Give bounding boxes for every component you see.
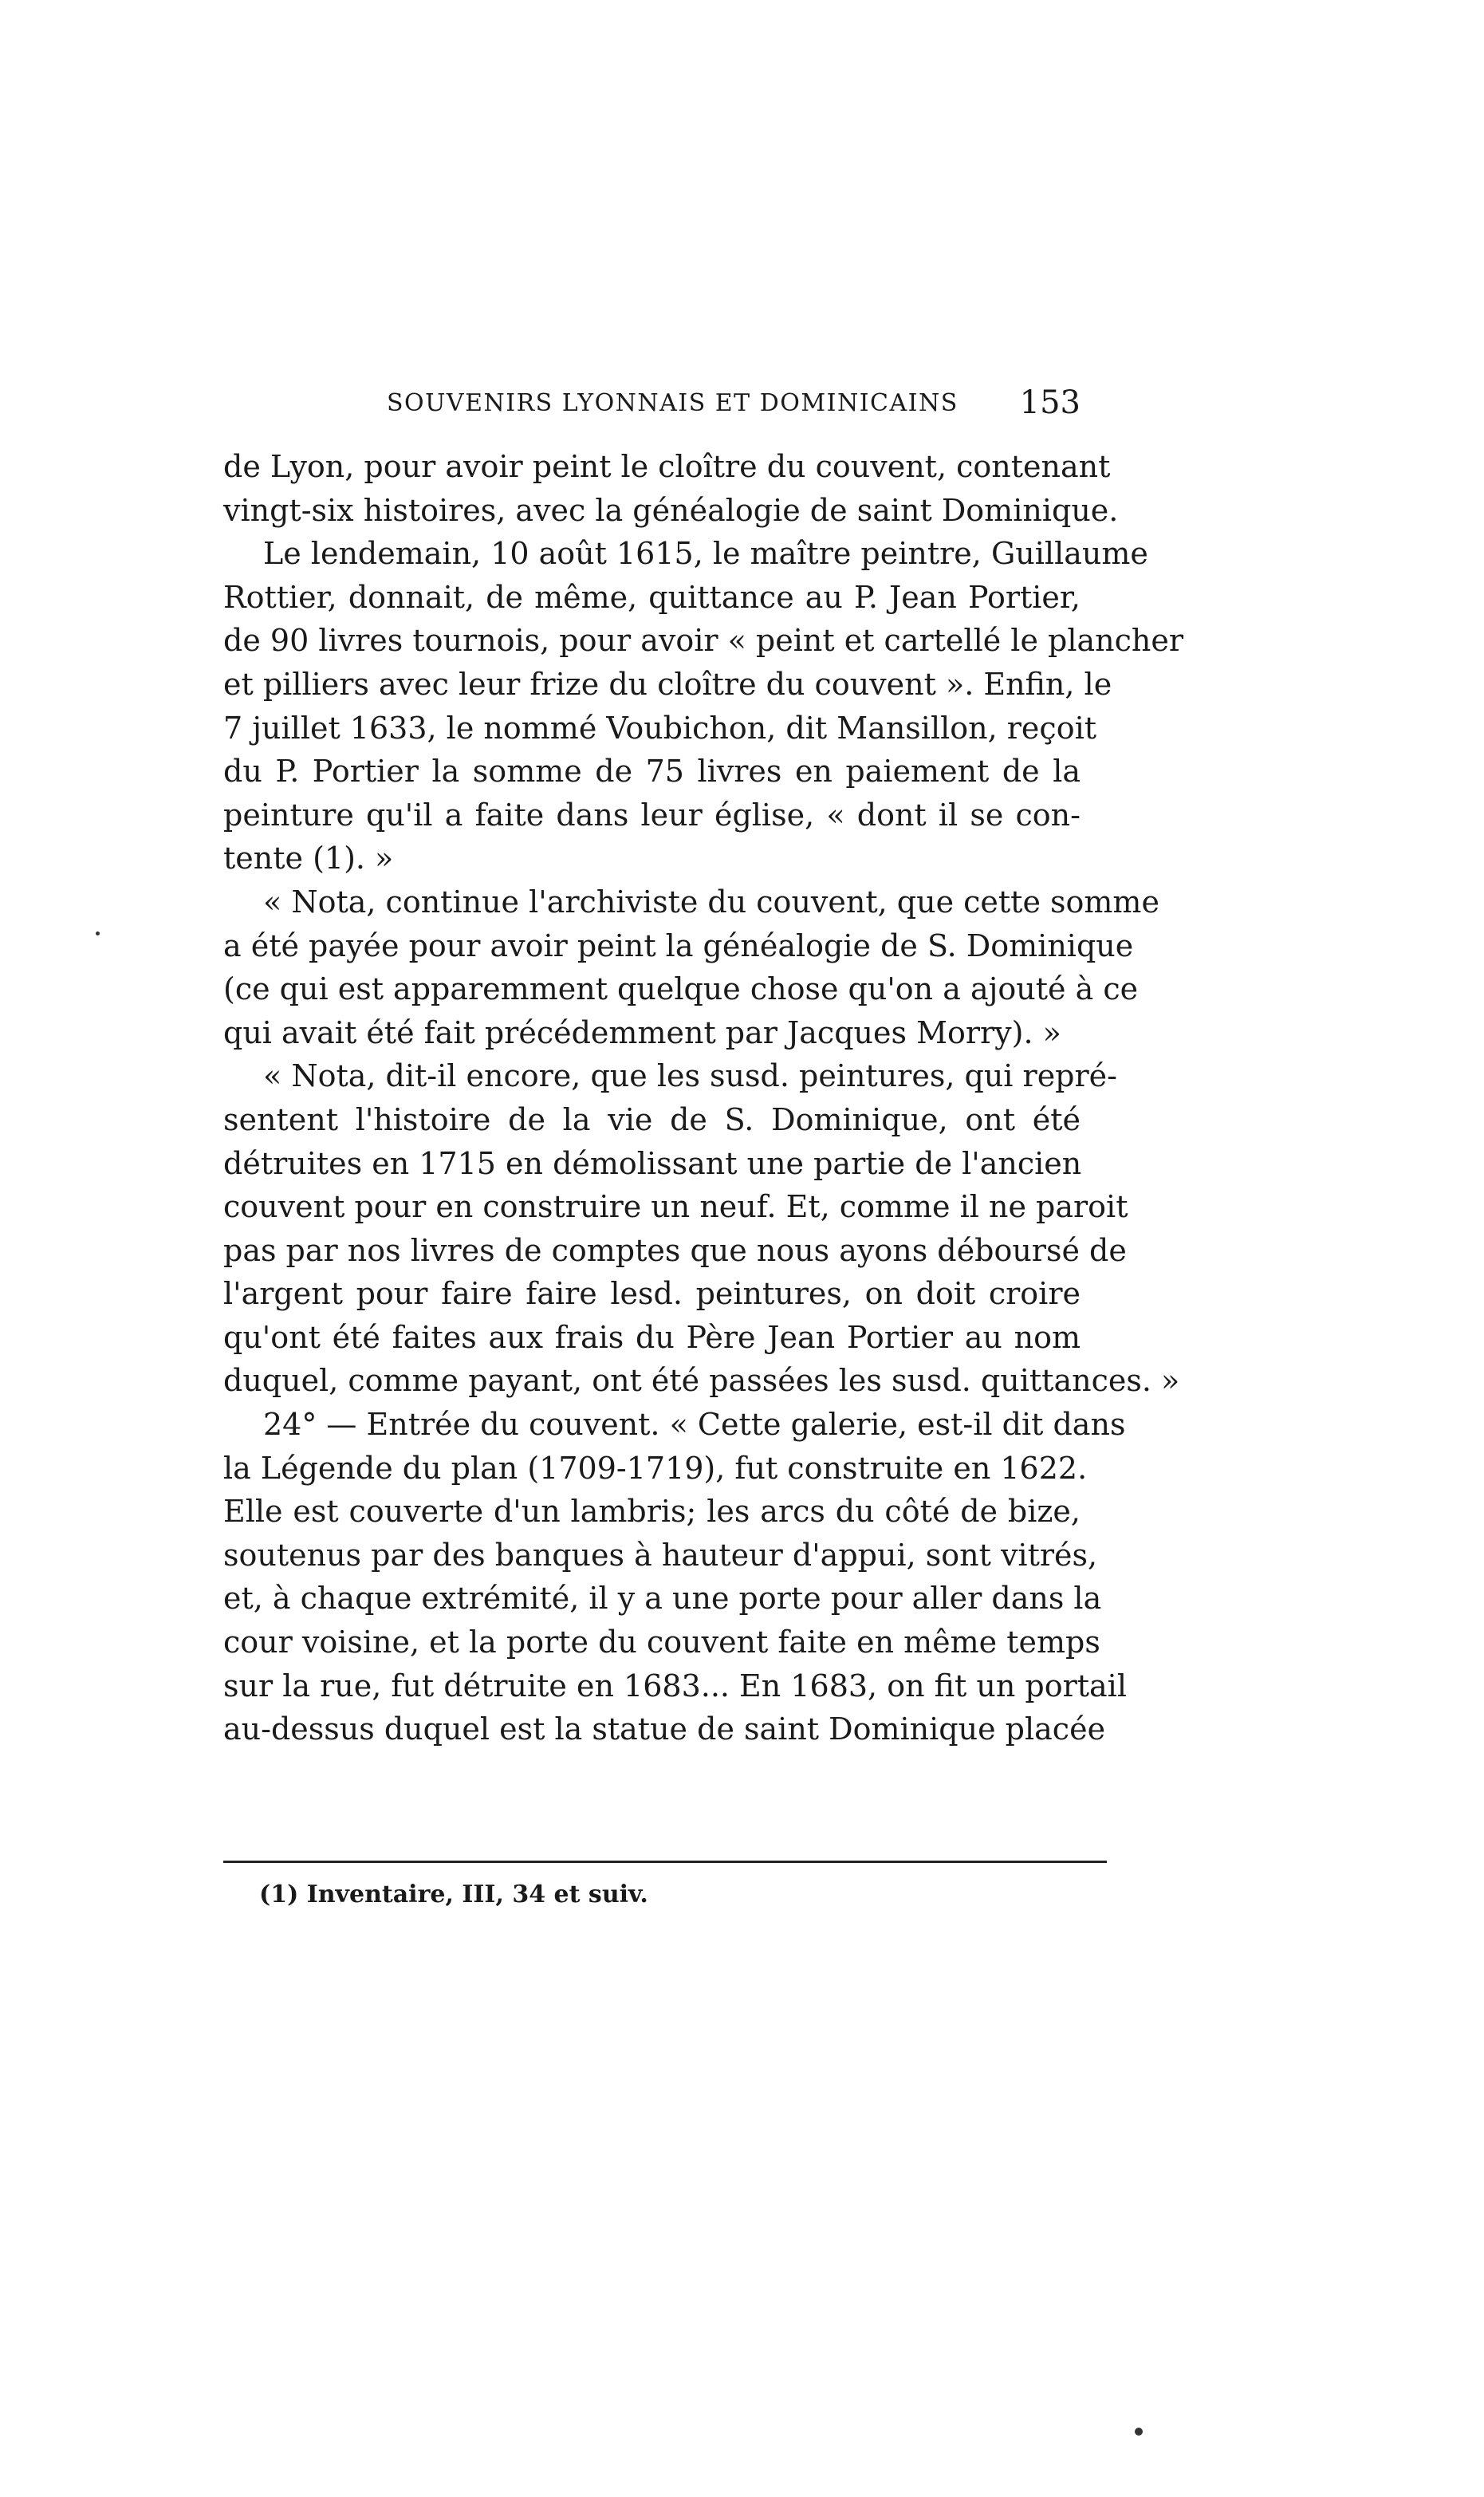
text-line: sentent l'histoire de la vie de S. Dominique, ont été xyxy=(223,1101,1081,1137)
text-line: Rottier, donnait, de même, quittance au P. Jean Portier, xyxy=(223,579,1081,615)
footnote-rule xyxy=(223,1861,1107,1863)
running-head: SOUVENIRS LYONNAIS ET DOMINICAINS xyxy=(387,389,958,417)
text-line: Elle est couverte d'un lambris; les arcs du côté de bize, xyxy=(223,1494,1081,1530)
ink-speck xyxy=(96,931,100,935)
text-line: soutenus par des banques à hauteur d'appui, sont vitrés, xyxy=(223,1537,1098,1573)
text-line: a été payée pour avoir peint la généalogie de S. Dominique xyxy=(223,928,1134,963)
text-line: et, à chaque extrémité, il y a une porte pour aller dans la xyxy=(223,1581,1102,1617)
text-line: « Nota, dit-il encore, que les susd. peintures, qui repré- xyxy=(263,1058,1117,1094)
text-line: vingt-six histoires, avec la généalogie de saint Dominique. xyxy=(223,492,1119,528)
page-header xyxy=(223,384,1081,437)
text-line: de 90 livres tournois, pour avoir « peint et cartellé le plancher xyxy=(223,623,1184,659)
footnote: (1) Inventaire, III, 34 et suiv. xyxy=(259,1881,648,1908)
page-number: 153 xyxy=(1019,384,1081,421)
text-line: sur la rue, fut détruite en 1683... En 1683, on fit un portail xyxy=(223,1668,1127,1703)
text-line: 24° — Entrée du couvent. « Cette galerie, est-il dit dans xyxy=(263,1407,1126,1443)
text-line: couvent pour en construire un neuf. Et, comme il ne paroit xyxy=(223,1189,1128,1225)
text-line: et pilliers avec leur frize du cloître du couvent ». Enfin, le xyxy=(223,666,1112,702)
text-line: cour voisine, et la porte du couvent faite en même temps xyxy=(223,1625,1100,1660)
text-line: détruites en 1715 en démolissant une partie de l'ancien xyxy=(223,1145,1082,1181)
text-line: tente (1). » xyxy=(223,841,394,876)
text-line: pas par nos livres de comptes que nous ayons déboursé de xyxy=(223,1232,1127,1268)
text-line: duquel, comme payant, ont été passées les susd. quittances. » xyxy=(223,1363,1180,1399)
text-line: qui avait été fait précédemment par Jacques Morry). » xyxy=(223,1014,1061,1050)
text-line: qu'ont été faites aux frais du Père Jean Portier au nom xyxy=(223,1319,1081,1355)
text-line: la Légende du plan (1709-1719), fut construite en 1622. xyxy=(223,1450,1088,1486)
text-line: l'argent pour faire faire lesd. peintures, on doit croire xyxy=(223,1276,1081,1312)
body-text xyxy=(223,445,1184,1751)
text-line: 7 juillet 1633, le nommé Voubichon, dit Mansillon, reçoit xyxy=(223,710,1097,746)
text-line: au-dessus duquel est la statue de saint Dominique placée xyxy=(223,1711,1106,1747)
text-line: (ce qui est apparemment quelque chose qu'on a ajouté à ce xyxy=(223,971,1139,1007)
text-line: Le lendemain, 10 août 1615, le maître peintre, Guillaume xyxy=(263,536,1148,572)
text-line: de Lyon, pour avoir peint le cloître du couvent, contenant xyxy=(223,449,1111,484)
text-line: « Nota, continue l'archiviste du couvent, que cette somme xyxy=(263,884,1159,920)
text-line: du P. Portier la somme de 75 livres en paiement de la xyxy=(223,754,1081,790)
ink-speck xyxy=(1135,2428,1143,2436)
text-line: peinture qu'il a faite dans leur église, « dont il se con- xyxy=(223,797,1081,833)
